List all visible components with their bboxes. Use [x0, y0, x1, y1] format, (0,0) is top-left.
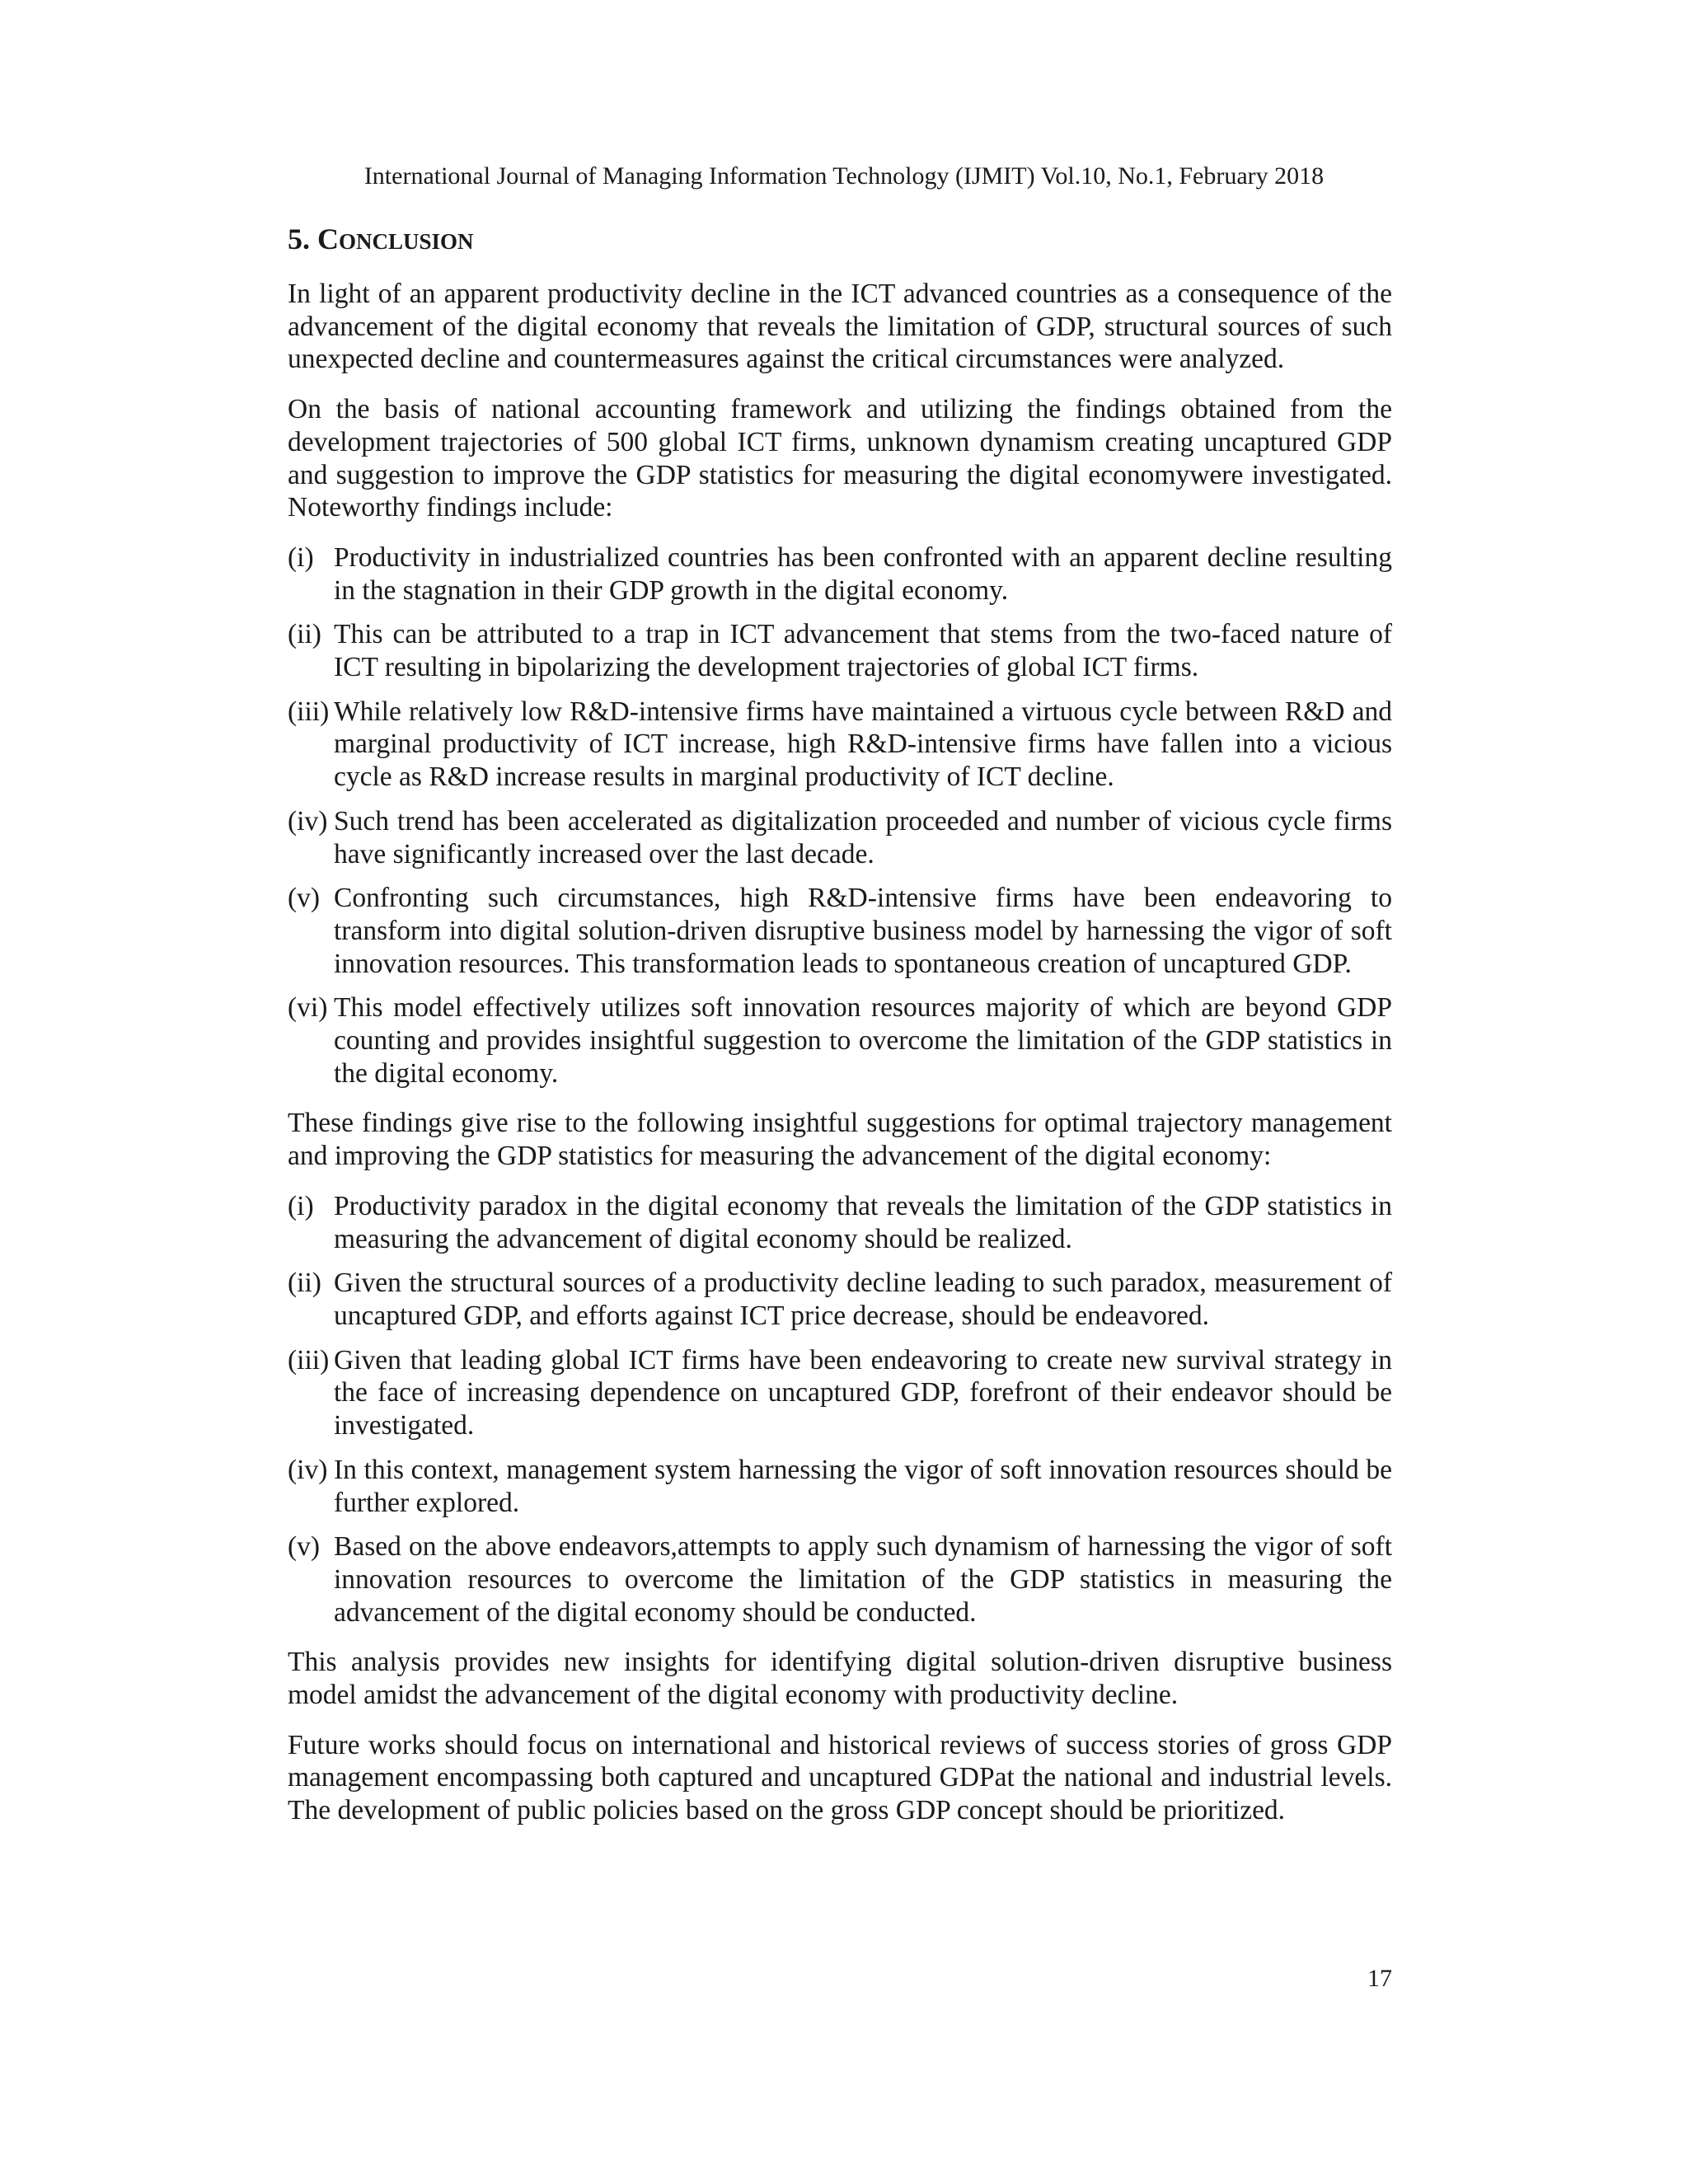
page-body — [288, 221, 1392, 1844]
list-item — [288, 991, 1392, 1090]
list-item-text: Given the structural sources of a productivity decline leading to such paradox, measurement of uncaptured GDP, and efforts against ICT price decrease, should be endeavored. — [334, 1268, 1392, 1331]
method-paragraph: On the basis of national accounting framework and utilizing the findings obtained from the development trajectories of 500 global ICT firms, unknown dynamism creating uncaptured GDP and suggestion to improve the GDP statistics for measuring the digital economywere investigated. Noteworthy findings include: — [288, 394, 1392, 523]
list-item-text: This model effectively utilizes soft innovation resources majority of which are beyond GDP counting and provides insightful suggestion to overcome the limitation of the GDP statistics in the digital economy. — [334, 992, 1392, 1089]
section-number: 5. — [288, 223, 310, 255]
list-marker: (iii) — [288, 696, 330, 727]
section-heading — [288, 221, 1392, 260]
list-item-text: Given that leading global ICT firms have been endeavoring to create new survival strategy in the face of increasing dependence on uncaptured GDP, forefront of their endeavor should be investigated. — [334, 1344, 1392, 1441]
list-item-text: Such trend has been accelerated as digitalization proceeded and number of vicious cycle firms have significantly increased over the last decade. — [334, 805, 1392, 869]
list-item-text: In this context, management system harnessing the vigor of soft innovation resources should be further explored. — [334, 1454, 1392, 1518]
section-title — [317, 223, 474, 255]
list-item — [288, 618, 1392, 683]
list-marker: (v) — [288, 1531, 321, 1563]
list-marker: (i) — [288, 541, 314, 573]
list-marker: (iv) — [288, 805, 328, 837]
list-marker: (ii) — [288, 1268, 321, 1299]
future-work-paragraph: Future works should focus on international and historical reviews of success stories of gross GDP management encompassing both captured and uncaptured GDPat the national and industrial levels. The development of public policies based on the gross GDP concept should be prioritized. — [288, 1729, 1392, 1826]
list-item — [288, 696, 1392, 794]
list-item — [288, 1344, 1392, 1442]
analysis-paragraph: This analysis provides new insights for identifying digital solution-driven disruptive business model amidst the advancement of the digital economy with productivity decline. — [288, 1647, 1392, 1711]
list-item-text: This can be attributed to a trap in ICT advancement that stems from the two-faced nature of ICT resulting in bipolarizing the development trajectories of global ICT firms. — [334, 619, 1392, 683]
section-title-rest: ONCLUSION — [339, 229, 474, 254]
list-marker: (vi) — [288, 992, 328, 1024]
list-item — [288, 1190, 1392, 1255]
list-item — [288, 1267, 1392, 1332]
list-item — [288, 541, 1392, 607]
list-item — [288, 1454, 1392, 1519]
suggestions-intro-paragraph: These findings give rise to the following insightful suggestions for optimal trajectory management and improving the GDP statistics for measuring the advancement of the digital economy: — [288, 1108, 1392, 1172]
list-marker: (v) — [288, 883, 321, 914]
list-item-text: Productivity paradox in the digital economy that reveals the limitation of the GDP statistics in measuring the advancement of digital economy should be realized. — [334, 1190, 1392, 1254]
list-item-text: While relatively low R&D-intensive firms have maintained a virtuous cycle between R&D and marginal productivity of ICT increase, high R&D-intensive firms have fallen into a vicious cycle as R&D increase results in marginal productivity of ICT decline. — [334, 696, 1392, 793]
list-marker: (i) — [288, 1190, 314, 1221]
list-item — [288, 1530, 1392, 1629]
list-marker: (iii) — [288, 1344, 330, 1376]
running-header: International Journal of Managing Information Technology (IJMIT) Vol.10, No.1, February 2018 — [363, 162, 1325, 190]
list-marker: (ii) — [288, 619, 321, 650]
findings-list — [288, 541, 1392, 1090]
page-number: 17 — [1367, 1965, 1392, 1992]
list-item — [288, 882, 1392, 980]
list-marker: (iv) — [288, 1454, 328, 1485]
list-item-text: Productivity in industrialized countries has been confronted with an apparent decline resulting in the stagnation in their GDP growth in the digital economy. — [334, 541, 1392, 606]
suggestions-list — [288, 1190, 1392, 1629]
section-title-initial: C — [317, 223, 339, 255]
list-item — [288, 805, 1392, 870]
intro-paragraph: In light of an apparent productivity decline in the ICT advanced countries as a consequence of the advancement of the digital economy that reveals the limitation of GDP, structural sources of such unexpected decline and countermeasures against the critical circumstances were analyzed. — [288, 279, 1392, 375]
list-item-text: Based on the above endeavors,attempts to apply such dynamism of harnessing the vigor of soft innovation resources to overcome the limitation of the GDP statistics in measuring the advancement of the digital economy should be conducted. — [334, 1531, 1392, 1628]
list-item-text: Confronting such circumstances, high R&D-intensive firms have been endeavoring to transform into digital solution-driven disruptive business model by harnessing the vigor of soft innovation resources. This transformation leads to spontaneous creation of uncaptured GDP. — [334, 883, 1392, 979]
